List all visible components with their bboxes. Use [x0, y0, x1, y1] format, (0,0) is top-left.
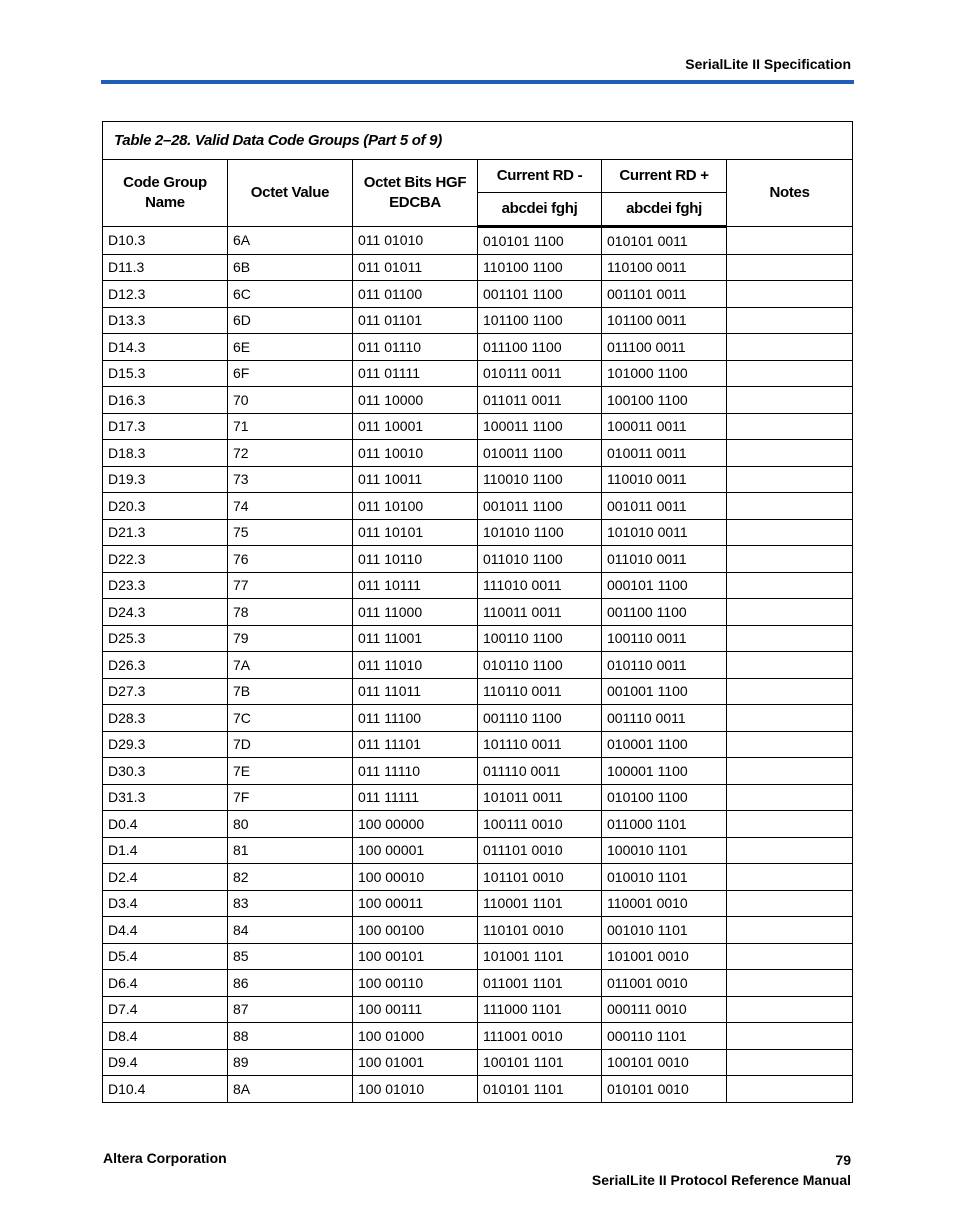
table-row: [103, 678, 853, 705]
cell-notes: [727, 360, 853, 387]
cell-octet-bits: 011 11110: [353, 758, 478, 785]
cell-current-rd-plus: 101010 0011: [602, 519, 727, 546]
cell-current-rd-minus: 011101 0010: [478, 837, 602, 864]
cell-octet-value: 76: [228, 546, 353, 573]
cell-current-rd-plus: 110001 0010: [602, 890, 727, 917]
cell-octet-bits: 011 11101: [353, 731, 478, 758]
cell-code-group-name: D7.4: [103, 996, 228, 1023]
cell-octet-value: 81: [228, 837, 353, 864]
cell-current-rd-minus: 011110 0011: [478, 758, 602, 785]
cell-notes: [727, 440, 853, 467]
cell-current-rd-minus: 100111 0010: [478, 811, 602, 838]
cell-current-rd-minus: 101100 1100: [478, 307, 602, 334]
cell-code-group-name: D27.3: [103, 678, 228, 705]
cell-code-group-name: D19.3: [103, 466, 228, 493]
table-row: [103, 811, 853, 838]
table-row: [103, 334, 853, 361]
cell-current-rd-minus: 010101 1101: [478, 1076, 602, 1103]
cell-octet-bits: 011 01101: [353, 307, 478, 334]
cell-octet-value: 6C: [228, 281, 353, 308]
cell-octet-value: 73: [228, 466, 353, 493]
cell-current-rd-plus: 101001 0010: [602, 943, 727, 970]
cell-notes: [727, 996, 853, 1023]
cell-current-rd-minus: 101011 0011: [478, 784, 602, 811]
cell-notes: [727, 307, 853, 334]
cell-current-rd-minus: 100011 1100: [478, 413, 602, 440]
cell-octet-bits: 100 01010: [353, 1076, 478, 1103]
col-header-code-group-name-text: Code Group Name: [123, 174, 207, 211]
cell-octet-bits: 011 01110: [353, 334, 478, 361]
cell-current-rd-minus: 110101 0010: [478, 917, 602, 944]
cell-notes: [727, 943, 853, 970]
cell-current-rd-plus: 001101 0011: [602, 281, 727, 308]
cell-octet-value: 75: [228, 519, 353, 546]
cell-notes: [727, 466, 853, 493]
table-row: [103, 1023, 853, 1050]
col-header-notes: Notes: [727, 160, 853, 227]
cell-octet-value: 7A: [228, 652, 353, 679]
cell-current-rd-plus: 010010 1101: [602, 864, 727, 891]
cell-octet-bits: 100 00101: [353, 943, 478, 970]
cell-octet-value: 6B: [228, 254, 353, 281]
cell-octet-value: 74: [228, 493, 353, 520]
cell-current-rd-plus: 010011 0011: [602, 440, 727, 467]
cell-notes: [727, 864, 853, 891]
cell-code-group-name: D4.4: [103, 917, 228, 944]
footer-company: Altera Corporation: [103, 1150, 227, 1166]
cell-notes: [727, 837, 853, 864]
cell-octet-bits: 100 00010: [353, 864, 478, 891]
cell-notes: [727, 1049, 853, 1076]
table-row: [103, 996, 853, 1023]
cell-current-rd-plus: 010110 0011: [602, 652, 727, 679]
table-row: [103, 652, 853, 679]
col-header-current-rd-minus: Current RD -: [478, 160, 602, 193]
cell-code-group-name: D2.4: [103, 864, 228, 891]
cell-octet-value: 83: [228, 890, 353, 917]
cell-octet-bits: 011 11111: [353, 784, 478, 811]
cell-octet-bits: 011 11100: [353, 705, 478, 732]
table-row: [103, 519, 853, 546]
cell-current-rd-minus: 010110 1100: [478, 652, 602, 679]
table-row: [103, 466, 853, 493]
cell-notes: [727, 731, 853, 758]
cell-current-rd-plus: 000110 1101: [602, 1023, 727, 1050]
cell-octet-value: 72: [228, 440, 353, 467]
cell-octet-bits: 011 01010: [353, 227, 478, 255]
cell-octet-value: 82: [228, 864, 353, 891]
cell-octet-bits: 011 10010: [353, 440, 478, 467]
cell-notes: [727, 758, 853, 785]
cell-current-rd-plus: 011010 0011: [602, 546, 727, 573]
cell-current-rd-plus: 001010 1101: [602, 917, 727, 944]
cell-notes: [727, 493, 853, 520]
cell-notes: [727, 652, 853, 679]
cell-octet-value: 86: [228, 970, 353, 997]
cell-current-rd-plus: 001110 0011: [602, 705, 727, 732]
cell-code-group-name: D14.3: [103, 334, 228, 361]
cell-code-group-name: D26.3: [103, 652, 228, 679]
cell-current-rd-minus: 111010 0011: [478, 572, 602, 599]
cell-octet-value: 8A: [228, 1076, 353, 1103]
cell-notes: [727, 970, 853, 997]
cell-code-group-name: D18.3: [103, 440, 228, 467]
cell-current-rd-minus: 101001 1101: [478, 943, 602, 970]
cell-code-group-name: D29.3: [103, 731, 228, 758]
cell-current-rd-minus: 100110 1100: [478, 625, 602, 652]
table-row: [103, 360, 853, 387]
cell-octet-value: 89: [228, 1049, 353, 1076]
cell-notes: [727, 227, 853, 255]
cell-octet-bits: 011 11000: [353, 599, 478, 626]
cell-octet-bits: 100 00110: [353, 970, 478, 997]
table-row: [103, 307, 853, 334]
cell-octet-bits: 011 10000: [353, 387, 478, 414]
cell-octet-bits: 011 01011: [353, 254, 478, 281]
cell-current-rd-minus: 010101 1100: [478, 227, 602, 255]
cell-code-group-name: D16.3: [103, 387, 228, 414]
table-caption: Table 2–28. Valid Data Code Groups (Part 5 of 9): [103, 122, 853, 160]
cell-current-rd-plus: 001011 0011: [602, 493, 727, 520]
cell-code-group-name: D10.4: [103, 1076, 228, 1103]
cell-current-rd-minus: 001011 1100: [478, 493, 602, 520]
cell-notes: [727, 705, 853, 732]
table-row: [103, 599, 853, 626]
cell-code-group-name: D24.3: [103, 599, 228, 626]
cell-code-group-name: D20.3: [103, 493, 228, 520]
running-header-title: SerialLite II Specification: [685, 56, 851, 72]
cell-current-rd-plus: 100010 1101: [602, 837, 727, 864]
table-row: [103, 917, 853, 944]
cell-code-group-name: D10.3: [103, 227, 228, 255]
cell-code-group-name: D28.3: [103, 705, 228, 732]
table-row: [103, 864, 853, 891]
cell-current-rd-plus: 011100 0011: [602, 334, 727, 361]
cell-current-rd-minus: 101101 0010: [478, 864, 602, 891]
cell-octet-value: 88: [228, 1023, 353, 1050]
cell-octet-bits: 011 11010: [353, 652, 478, 679]
cell-current-rd-plus: 100110 0011: [602, 625, 727, 652]
cell-notes: [727, 890, 853, 917]
cell-notes: [727, 254, 853, 281]
cell-code-group-name: D23.3: [103, 572, 228, 599]
cell-octet-value: 7B: [228, 678, 353, 705]
cell-octet-bits: 011 01100: [353, 281, 478, 308]
cell-code-group-name: D8.4: [103, 1023, 228, 1050]
cell-code-group-name: D13.3: [103, 307, 228, 334]
table-row: [103, 546, 853, 573]
cell-octet-bits: 100 00001: [353, 837, 478, 864]
cell-current-rd-plus: 011001 0010: [602, 970, 727, 997]
cell-current-rd-minus: 011100 1100: [478, 334, 602, 361]
table-row: [103, 758, 853, 785]
cell-current-rd-plus: 101000 1100: [602, 360, 727, 387]
cell-current-rd-minus: 110001 1101: [478, 890, 602, 917]
cell-octet-bits: 100 00111: [353, 996, 478, 1023]
cell-current-rd-minus: 110010 1100: [478, 466, 602, 493]
cell-code-group-name: D31.3: [103, 784, 228, 811]
cell-octet-value: 7C: [228, 705, 353, 732]
cell-code-group-name: D30.3: [103, 758, 228, 785]
cell-current-rd-minus: 110110 0011: [478, 678, 602, 705]
table-row: [103, 943, 853, 970]
col-subheader-rd-plus: abcdei fghj: [602, 193, 727, 227]
table-row: [103, 493, 853, 520]
cell-octet-value: 71: [228, 413, 353, 440]
cell-current-rd-minus: 101010 1100: [478, 519, 602, 546]
cell-code-group-name: D0.4: [103, 811, 228, 838]
cell-octet-value: 7F: [228, 784, 353, 811]
cell-notes: [727, 599, 853, 626]
cell-current-rd-plus: 010101 0010: [602, 1076, 727, 1103]
cell-notes: [727, 811, 853, 838]
cell-current-rd-minus: 011011 0011: [478, 387, 602, 414]
header-rule: [101, 80, 854, 84]
table-row: [103, 625, 853, 652]
cell-code-group-name: D12.3: [103, 281, 228, 308]
cell-octet-bits: 100 00100: [353, 917, 478, 944]
cell-current-rd-plus: 110100 0011: [602, 254, 727, 281]
cell-current-rd-minus: 111000 1101: [478, 996, 602, 1023]
table-row: [103, 413, 853, 440]
cell-octet-bits: 011 01111: [353, 360, 478, 387]
footer-page-number: 79: [835, 1152, 851, 1168]
code-group-table-container: [102, 121, 852, 1103]
cell-octet-value: 7D: [228, 731, 353, 758]
cell-code-group-name: D21.3: [103, 519, 228, 546]
cell-current-rd-minus: 100101 1101: [478, 1049, 602, 1076]
cell-current-rd-plus: 001001 1100: [602, 678, 727, 705]
cell-octet-value: 6D: [228, 307, 353, 334]
cell-octet-bits: 100 01001: [353, 1049, 478, 1076]
table-row: [103, 731, 853, 758]
cell-notes: [727, 678, 853, 705]
cell-current-rd-minus: 111001 0010: [478, 1023, 602, 1050]
cell-notes: [727, 1023, 853, 1050]
cell-notes: [727, 625, 853, 652]
col-header-current-rd-plus: Current RD +: [602, 160, 727, 193]
cell-code-group-name: D1.4: [103, 837, 228, 864]
table-row: [103, 1076, 853, 1103]
cell-code-group-name: D25.3: [103, 625, 228, 652]
cell-octet-value: 77: [228, 572, 353, 599]
table-row: [103, 440, 853, 467]
cell-current-rd-minus: 001101 1100: [478, 281, 602, 308]
cell-octet-value: 6E: [228, 334, 353, 361]
cell-code-group-name: D5.4: [103, 943, 228, 970]
cell-current-rd-plus: 000111 0010: [602, 996, 727, 1023]
table-row: [103, 890, 853, 917]
cell-code-group-name: D15.3: [103, 360, 228, 387]
cell-current-rd-minus: 010111 0011: [478, 360, 602, 387]
cell-octet-bits: 011 10001: [353, 413, 478, 440]
cell-octet-value: 85: [228, 943, 353, 970]
cell-octet-value: 6A: [228, 227, 353, 255]
cell-code-group-name: D17.3: [103, 413, 228, 440]
footer-right-block: [592, 1150, 851, 1190]
cell-notes: [727, 387, 853, 414]
table-row: [103, 281, 853, 308]
cell-octet-value: 79: [228, 625, 353, 652]
cell-current-rd-plus: 010001 1100: [602, 731, 727, 758]
table-row: [103, 1049, 853, 1076]
cell-octet-bits: 011 11011: [353, 678, 478, 705]
cell-octet-bits: 100 00011: [353, 890, 478, 917]
cell-current-rd-plus: 101100 0011: [602, 307, 727, 334]
cell-current-rd-plus: 010100 1100: [602, 784, 727, 811]
cell-octet-value: 87: [228, 996, 353, 1023]
table-row: [103, 837, 853, 864]
cell-current-rd-plus: 110010 0011: [602, 466, 727, 493]
cell-code-group-name: D22.3: [103, 546, 228, 573]
cell-octet-bits: 011 10011: [353, 466, 478, 493]
col-header-octet-bits-text: Octet Bits HGF EDCBA: [363, 174, 467, 211]
cell-code-group-name: D6.4: [103, 970, 228, 997]
table-row: [103, 572, 853, 599]
cell-current-rd-plus: 100100 1100: [602, 387, 727, 414]
cell-code-group-name: D11.3: [103, 254, 228, 281]
valid-data-code-groups-table: [102, 121, 853, 1103]
table-row: [103, 705, 853, 732]
cell-code-group-name: D3.4: [103, 890, 228, 917]
col-subheader-rd-minus: abcdei fghj: [478, 193, 602, 227]
cell-code-group-name: D9.4: [103, 1049, 228, 1076]
cell-current-rd-minus: 010011 1100: [478, 440, 602, 467]
cell-notes: [727, 281, 853, 308]
cell-octet-bits: 011 11001: [353, 625, 478, 652]
table-row: [103, 784, 853, 811]
cell-current-rd-minus: 110011 0011: [478, 599, 602, 626]
cell-current-rd-plus: 100011 0011: [602, 413, 727, 440]
cell-current-rd-minus: 011010 1100: [478, 546, 602, 573]
cell-notes: [727, 784, 853, 811]
cell-current-rd-minus: 011001 1101: [478, 970, 602, 997]
cell-notes: [727, 413, 853, 440]
cell-octet-bits: 011 10111: [353, 572, 478, 599]
cell-octet-bits: 011 10101: [353, 519, 478, 546]
col-header-octet-bits: [353, 160, 478, 227]
cell-octet-value: 84: [228, 917, 353, 944]
cell-current-rd-minus: 001110 1100: [478, 705, 602, 732]
cell-notes: [727, 572, 853, 599]
cell-notes: [727, 1076, 853, 1103]
cell-notes: [727, 546, 853, 573]
cell-current-rd-plus: 100101 0010: [602, 1049, 727, 1076]
col-header-code-group-name: [103, 160, 228, 227]
col-header-octet-value: Octet Value: [228, 160, 353, 227]
cell-current-rd-minus: 110100 1100: [478, 254, 602, 281]
cell-current-rd-plus: 011000 1101: [602, 811, 727, 838]
table-row: [103, 254, 853, 281]
cell-current-rd-plus: 001100 1100: [602, 599, 727, 626]
cell-octet-value: 80: [228, 811, 353, 838]
cell-octet-bits: 011 10100: [353, 493, 478, 520]
cell-octet-value: 7E: [228, 758, 353, 785]
cell-notes: [727, 334, 853, 361]
cell-notes: [727, 917, 853, 944]
cell-notes: [727, 519, 853, 546]
table-row: [103, 227, 853, 255]
cell-current-rd-plus: 010101 0011: [602, 227, 727, 255]
footer-manual-title: SerialLite II Protocol Reference Manual: [591, 1172, 851, 1188]
table-row: [103, 387, 853, 414]
cell-current-rd-minus: 101110 0011: [478, 731, 602, 758]
cell-current-rd-plus: 000101 1100: [602, 572, 727, 599]
cell-octet-value: 78: [228, 599, 353, 626]
table-body: [103, 227, 853, 1103]
cell-octet-value: 70: [228, 387, 353, 414]
cell-current-rd-plus: 100001 1100: [602, 758, 727, 785]
cell-octet-bits: 100 00000: [353, 811, 478, 838]
table-row: [103, 970, 853, 997]
cell-octet-value: 6F: [228, 360, 353, 387]
cell-octet-bits: 011 10110: [353, 546, 478, 573]
cell-octet-bits: 100 01000: [353, 1023, 478, 1050]
